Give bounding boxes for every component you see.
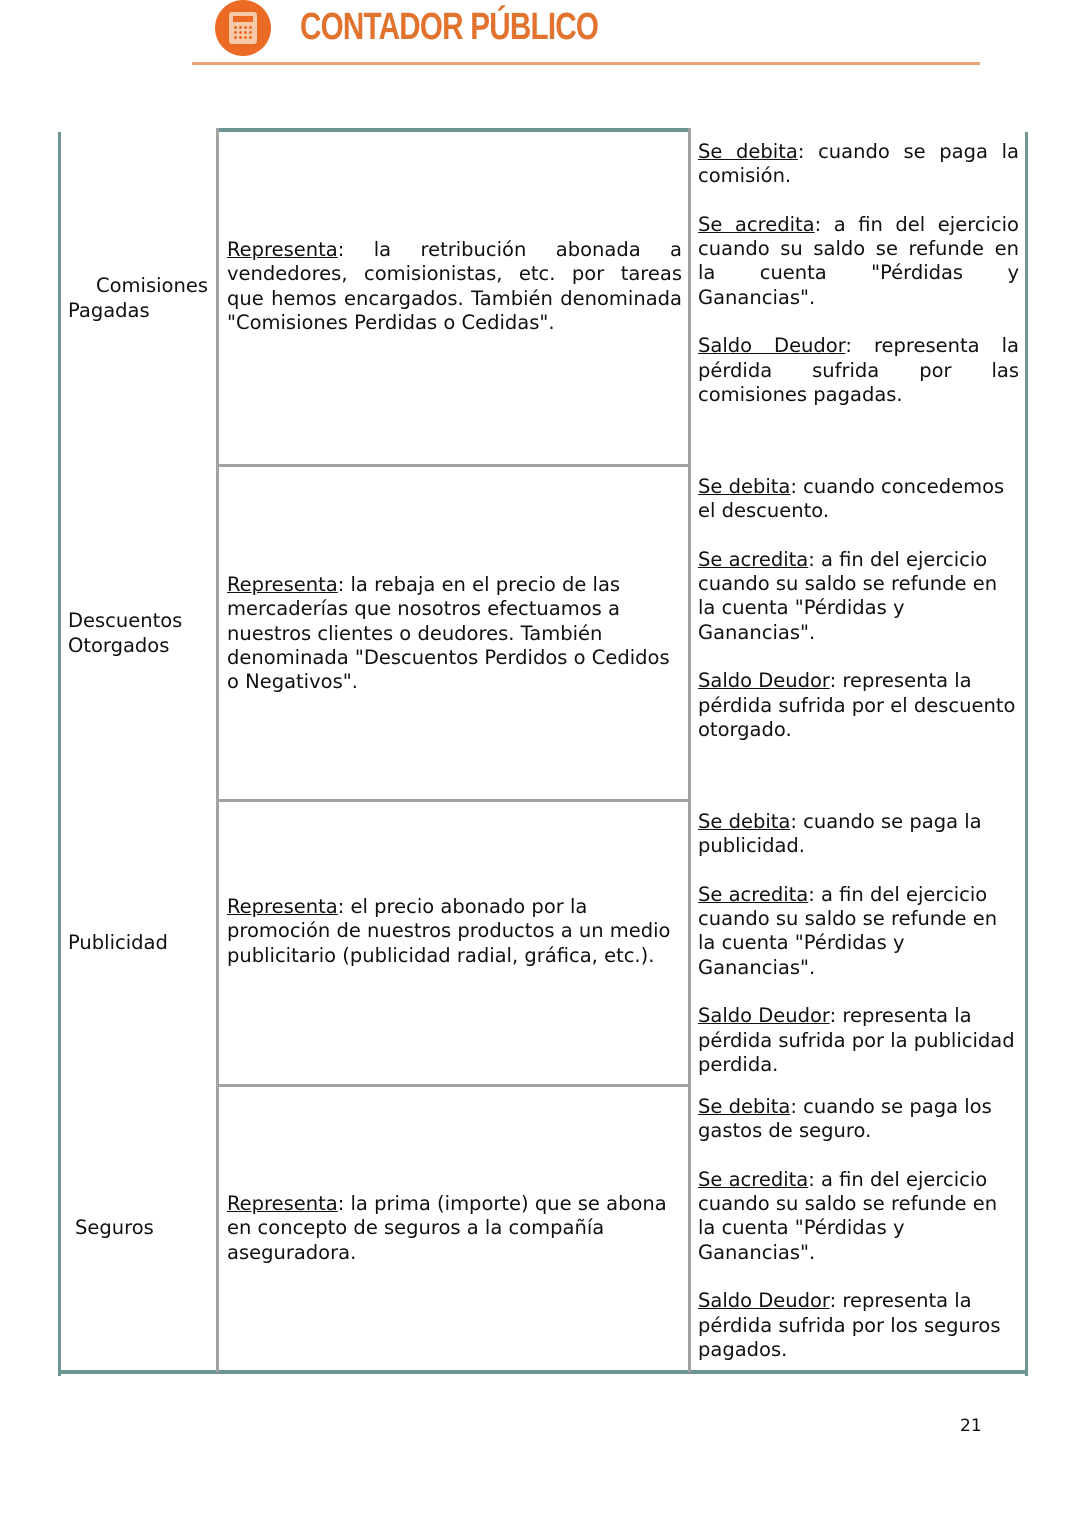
description-text: : el precio abonado por la promoción de nuestros productos a un medio publicitario (publicidad radial, gráfica, etc.). bbox=[227, 895, 671, 967]
account-name-line: Publicidad bbox=[68, 931, 168, 954]
account-rules bbox=[698, 140, 1019, 407]
debita-label: Se debita bbox=[698, 475, 791, 498]
debita-label: Se debita bbox=[698, 810, 791, 833]
table-row bbox=[58, 1084, 1028, 1372]
account-description bbox=[227, 1192, 682, 1265]
debita-label: Se debita bbox=[698, 1095, 791, 1118]
account-name-line: Pagadas bbox=[68, 298, 150, 322]
acredita-label: Se acredita bbox=[698, 547, 809, 571]
debita-text: : cuando se paga los gastos de seguro. bbox=[698, 1095, 992, 1143]
acredita-label: Se acredita bbox=[698, 1167, 809, 1191]
acredita-text: : a fin del ejercicio cuando su saldo se refunde en la cuenta "Pérdidas y Ganancias". bbox=[698, 882, 998, 979]
page-number: 21 bbox=[960, 1416, 982, 1436]
representa-label: Representa bbox=[227, 1192, 338, 1215]
saldo-label: Saldo Deudor bbox=[698, 334, 846, 358]
account-rules bbox=[698, 475, 1019, 742]
saldo-label: Saldo Deudor bbox=[698, 1289, 830, 1313]
debita-text: : cuando se paga la publicidad. bbox=[698, 810, 982, 858]
account-name bbox=[68, 274, 216, 323]
calculator-icon bbox=[229, 12, 257, 44]
account-name bbox=[68, 609, 216, 658]
debita-text: : cuando concedemos el descuento. bbox=[698, 475, 1005, 523]
representa-label: Representa bbox=[227, 238, 338, 261]
description-text: : la retribución abonada a vendedores, comisionistas, etc. por tareas que hemos encargados. También denominada "Comisiones Perdidas o Cedidas". bbox=[227, 238, 682, 334]
logo bbox=[215, 0, 271, 56]
account-name-line: Seguros bbox=[75, 1216, 154, 1239]
table-row bbox=[58, 799, 1028, 1084]
account-name-line: Descuentos bbox=[68, 609, 183, 632]
debita-label: Se debita bbox=[698, 140, 798, 163]
acredita-text: : a fin del ejercicio cuando su saldo se refunde en la cuenta "Pérdidas y Ganancias". bbox=[698, 547, 998, 644]
saldo-text: : representa la pérdida sufrida por la publicidad perdida. bbox=[698, 1004, 1015, 1076]
page-header bbox=[0, 0, 1080, 70]
header-divider bbox=[192, 62, 980, 65]
brand-title: CONTADOR PÚBLICO bbox=[300, 6, 599, 48]
account-name bbox=[68, 931, 216, 956]
saldo-text: : representa la pérdida sufrida por los seguros pagados. bbox=[698, 1289, 1001, 1361]
account-rules bbox=[698, 1095, 1019, 1362]
acredita-text: : a fin del ejercicio cuando su saldo se refunde en la cuenta "Pérdidas y Ganancias". bbox=[698, 212, 1019, 309]
account-name bbox=[68, 1216, 223, 1241]
saldo-text: : representa la pérdida sufrida por el descuento otorgado. bbox=[698, 669, 1016, 741]
table-row bbox=[58, 128, 1028, 464]
account-description bbox=[227, 895, 682, 968]
debita-text: : cuando se paga la comisión. bbox=[698, 140, 1019, 188]
acredita-label: Se acredita bbox=[698, 212, 815, 236]
description-text: : la prima (importe) que se abona en concepto de seguros a la compañía aseguradora. bbox=[227, 1192, 667, 1264]
account-rules bbox=[698, 810, 1019, 1077]
acredita-text: : a fin del ejercicio cuando su saldo se refunde en la cuenta "Pérdidas y Ganancias". bbox=[698, 1167, 998, 1264]
representa-label: Representa bbox=[227, 573, 338, 596]
saldo-label: Saldo Deudor bbox=[698, 1004, 830, 1028]
saldo-text: : representa la pérdida sufrida por las comisiones pagadas. bbox=[698, 334, 1019, 406]
account-name-line: Comisiones bbox=[96, 274, 208, 297]
account-description bbox=[227, 573, 682, 694]
acredita-label: Se acredita bbox=[698, 882, 809, 906]
table-row bbox=[58, 464, 1028, 799]
account-description bbox=[227, 238, 682, 335]
accounts-table bbox=[58, 128, 1028, 1374]
representa-label: Representa bbox=[227, 895, 338, 918]
description-text: : la rebaja en el precio de las mercaderías que nosotros efectuamos a nuestros clientes o deudores. También denominada "Descuentos Perdidos o Cedidos o Negativos". bbox=[227, 573, 670, 694]
account-name-line: Otorgados bbox=[68, 633, 170, 657]
saldo-label: Saldo Deudor bbox=[698, 669, 830, 693]
